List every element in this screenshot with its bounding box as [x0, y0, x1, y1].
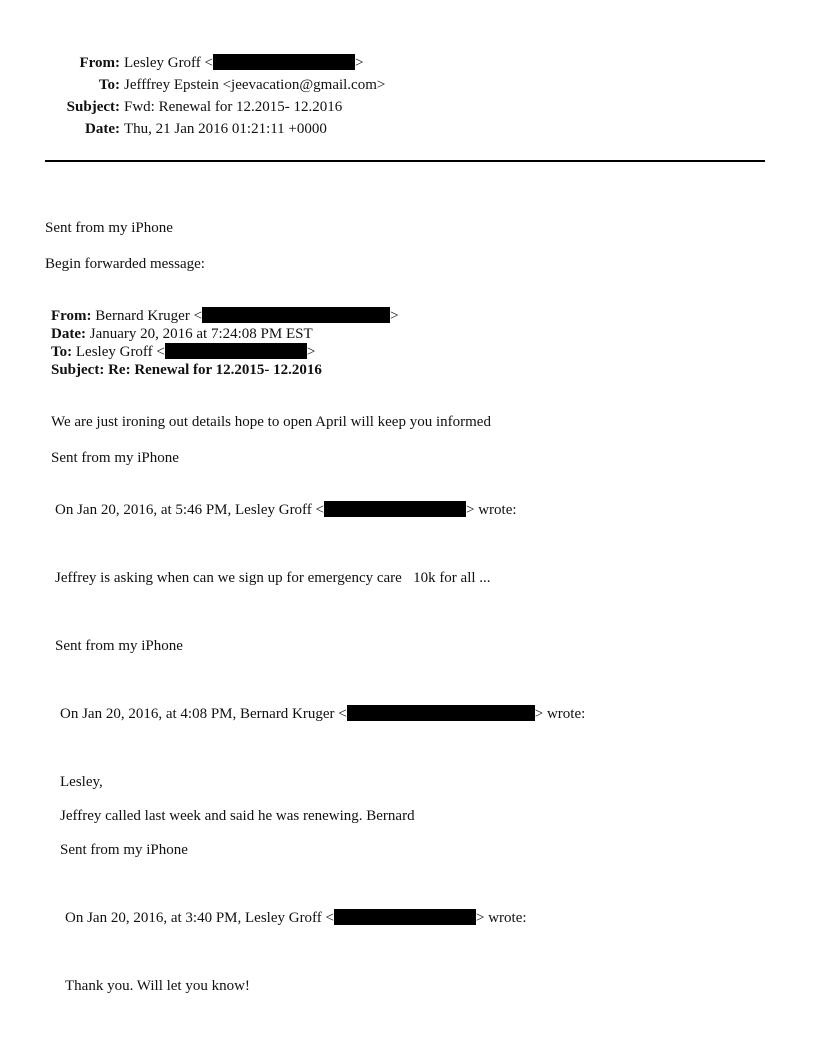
quote-prefix: On Jan 20, 2016, at 4:08 PM, Bernard Kruger <: [60, 706, 347, 722]
redaction-bar: [324, 501, 466, 517]
fwd-date-label: Date:: [51, 326, 86, 342]
header-to-label: To:: [98, 77, 120, 93]
fwd-subject-row: [51, 361, 322, 379]
header-date-label: Date:: [85, 121, 120, 137]
header-from-close: >: [355, 55, 364, 71]
fwd-from-row: [51, 307, 399, 325]
fwd-date-row: [51, 325, 313, 343]
message-text: Thank you. Will let you know!: [65, 978, 250, 994]
header-date-value: Thu, 21 Jan 2016 01:21:11 +0000: [124, 121, 327, 137]
sent-from-line: Sent from my iPhone: [45, 220, 173, 236]
header-from-value: [124, 54, 363, 72]
fwd-from-label: From:: [51, 308, 92, 324]
message-text: Jeffrey called last week and said he was renewing. Bernard: [60, 808, 415, 824]
fwd-subject-label: Subject:: [51, 362, 105, 378]
fwd-to-row: [51, 343, 315, 361]
message-text: We are just ironing out details hope to open April will keep you informed: [51, 414, 491, 430]
fwd-to-close: >: [306, 344, 316, 360]
quote-attribution: [60, 705, 585, 723]
sent-from-line: Sent from my iPhone: [60, 842, 188, 858]
redaction-bar: [165, 343, 307, 359]
fwd-subject-value: Re: Renewal for 12.2015- 12.2016: [108, 362, 322, 378]
quote-suffix: > wrote:: [466, 502, 517, 518]
begin-forwarded-line: Begin forwarded message:: [45, 256, 205, 272]
quote-attribution: [55, 501, 517, 519]
redaction-bar: [213, 54, 355, 70]
redaction-bar: [334, 909, 476, 925]
header-subject-label: Subject:: [66, 99, 120, 115]
message-greeting: Lesley,: [60, 774, 103, 790]
quote-suffix: > wrote:: [534, 706, 586, 722]
sent-from-line: Sent from my iPhone: [55, 638, 183, 654]
sent-from-line: Sent from my iPhone: [51, 450, 179, 466]
message-text: Jeffrey is asking when can we sign up for emergency care 10k for all ...: [55, 570, 491, 586]
header-subject-value: Fwd: Renewal for 12.2015- 12.2016: [124, 99, 343, 115]
fwd-from-name: Bernard Kruger <: [95, 308, 203, 324]
header-from-label: From:: [79, 55, 120, 71]
fwd-to-name: Lesley Groff <: [75, 344, 165, 360]
quote-suffix: > wrote:: [476, 910, 527, 926]
quote-prefix: On Jan 20, 2016, at 5:46 PM, Lesley Groff <: [55, 502, 324, 518]
fwd-date-value: January 20, 2016 at 7:24:08 PM EST: [89, 326, 313, 342]
fwd-from-close: >: [390, 308, 399, 324]
header-divider: [45, 160, 765, 162]
quote-prefix: On Jan 20, 2016, at 3:40 PM, Lesley Groff <: [65, 910, 334, 926]
redaction-bar: [202, 307, 390, 323]
redaction-bar: [347, 705, 535, 721]
header-from-name: Lesley Groff <: [124, 55, 213, 71]
header-to-value: Jefffrey Epstein <jeevacation@gmail.com>: [124, 77, 386, 93]
fwd-to-label: To:: [51, 344, 73, 360]
quote-attribution: [65, 909, 527, 927]
